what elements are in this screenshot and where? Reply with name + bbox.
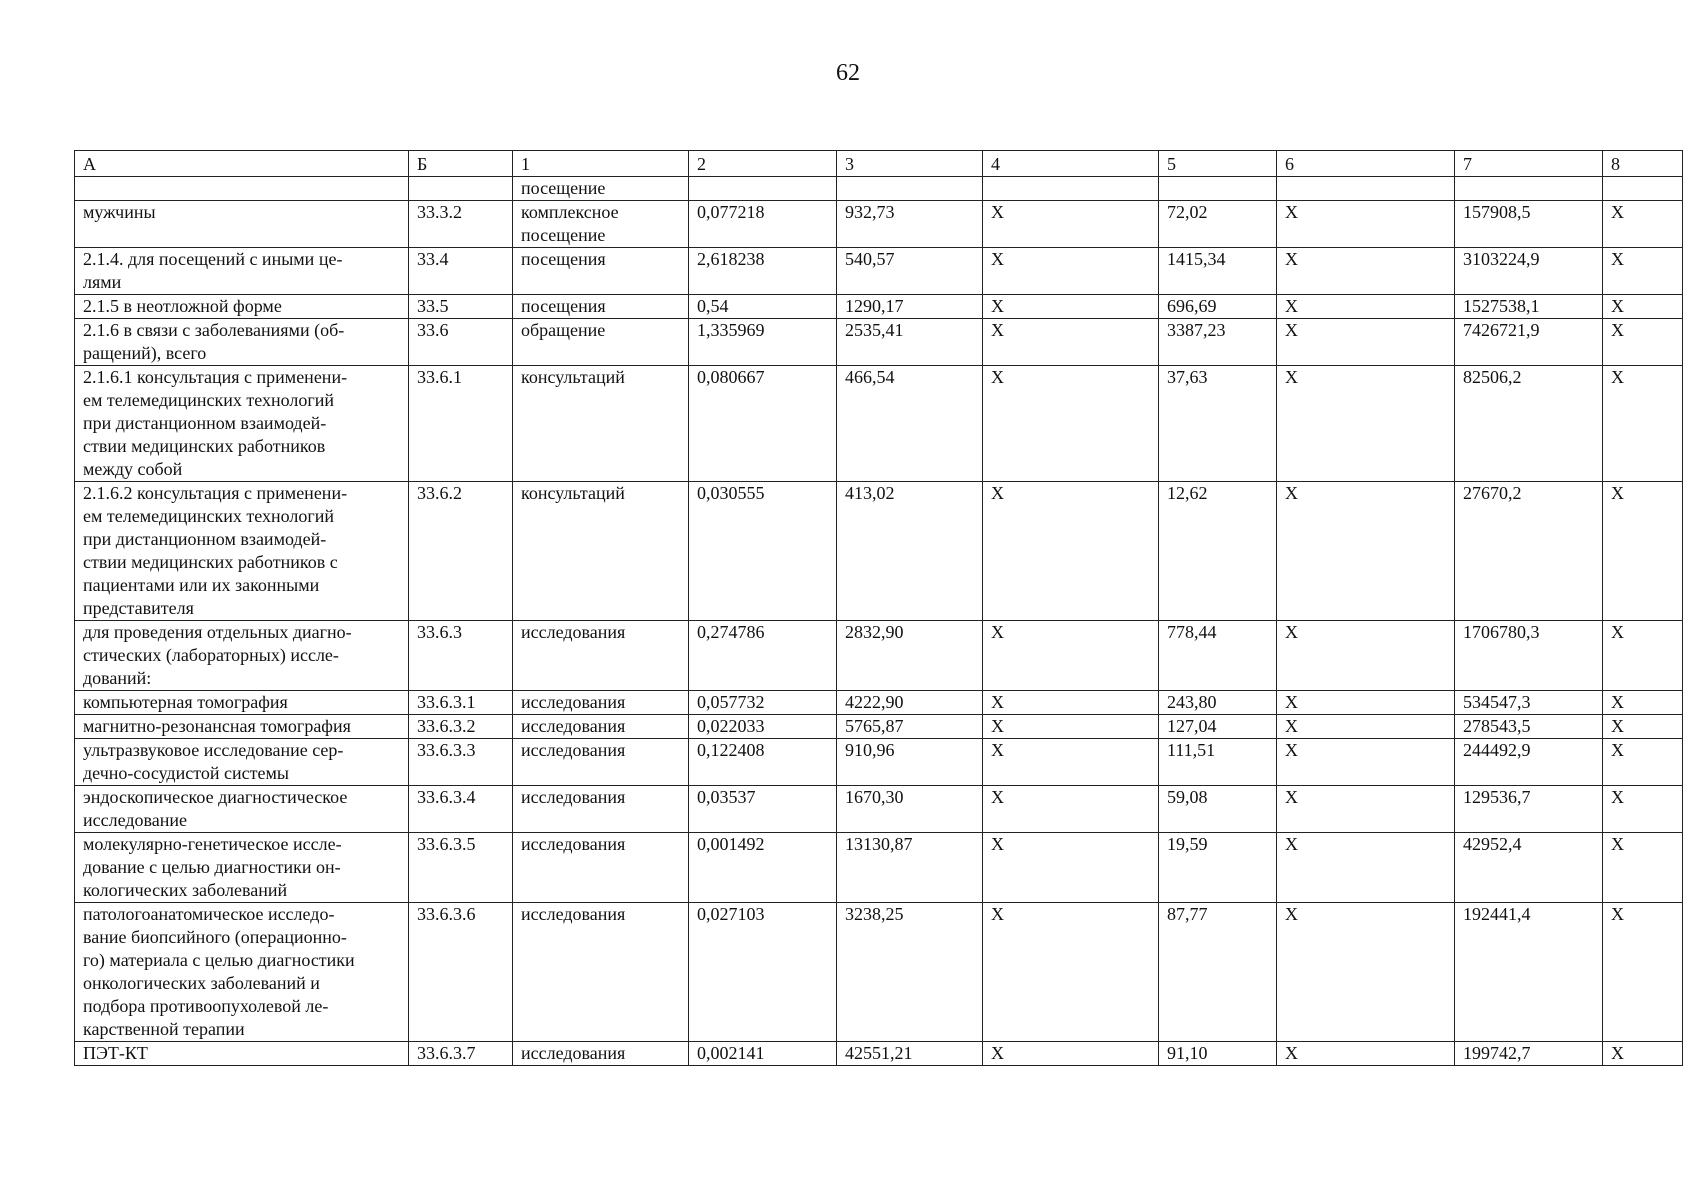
cell-total: 244492,9 — [1455, 739, 1603, 786]
cell-cost: 932,73 — [837, 201, 983, 248]
cell-code: 33.6.2 — [409, 482, 513, 621]
cell-volume: 1,335969 — [689, 319, 837, 366]
header-cell-col8: 8 — [1603, 151, 1683, 177]
cell-per-capita: 243,80 — [1159, 691, 1277, 715]
cell-unit: исследования — [513, 621, 689, 691]
header-cell-total: 7 — [1455, 151, 1603, 177]
cell-unit: обращение — [513, 319, 689, 366]
cell-total — [1455, 177, 1603, 201]
cell-cost: 2535,41 — [837, 319, 983, 366]
cell-col6: X — [1277, 295, 1455, 319]
cell-code: 33.4 — [409, 248, 513, 295]
cell-unit: исследования — [513, 833, 689, 903]
cell-per-capita: 91,10 — [1159, 1042, 1277, 1066]
cell-volume: 0,080667 — [689, 366, 837, 482]
cell-col8: X — [1603, 786, 1683, 833]
cell-col4: X — [983, 482, 1159, 621]
table-row — [75, 621, 1683, 691]
cell-col8: X — [1603, 739, 1683, 786]
cell-cost: 540,57 — [837, 248, 983, 295]
cell-unit: исследования — [513, 1042, 689, 1066]
cell-col6: X — [1277, 833, 1455, 903]
table-row — [75, 1042, 1683, 1066]
cell-volume: 0,057732 — [689, 691, 837, 715]
table-row — [75, 295, 1683, 319]
cell-name — [75, 177, 409, 201]
cell-volume: 0,001492 — [689, 833, 837, 903]
cell-code: 33.6 — [409, 319, 513, 366]
table-row — [75, 319, 1683, 366]
cell-col4: X — [983, 715, 1159, 739]
cell-code: 33.3.2 — [409, 201, 513, 248]
cell-code: 33.6.3.1 — [409, 691, 513, 715]
cell-unit: посещения — [513, 248, 689, 295]
cell-col6: X — [1277, 248, 1455, 295]
cell-cost: 1290,17 — [837, 295, 983, 319]
cell-total: 534547,3 — [1455, 691, 1603, 715]
cell-col4: X — [983, 903, 1159, 1042]
cell-unit: исследования — [513, 786, 689, 833]
cell-col4: X — [983, 786, 1159, 833]
cell-total: 199742,7 — [1455, 1042, 1603, 1066]
cell-col6: X — [1277, 366, 1455, 482]
cell-col6: X — [1277, 691, 1455, 715]
header-cell-col4: 4 — [983, 151, 1159, 177]
cell-col4: X — [983, 691, 1159, 715]
cell-col6: X — [1277, 739, 1455, 786]
cell-volume: 0,274786 — [689, 621, 837, 691]
cell-volume: 0,077218 — [689, 201, 837, 248]
table-row — [75, 177, 1683, 201]
cell-name: мужчины — [75, 201, 409, 248]
header-cell-cost: 3 — [837, 151, 983, 177]
cell-cost: 4222,90 — [837, 691, 983, 715]
cell-cost: 910,96 — [837, 739, 983, 786]
cell-col6 — [1277, 177, 1455, 201]
cell-cost — [837, 177, 983, 201]
cell-name: 2.1.6 в связи с заболеваниями (об- ращений), всего — [75, 319, 409, 366]
cell-col4: X — [983, 201, 1159, 248]
table-row — [75, 715, 1683, 739]
cell-col8: X — [1603, 715, 1683, 739]
cell-col4: X — [983, 833, 1159, 903]
cell-code: 33.5 — [409, 295, 513, 319]
cell-total: 27670,2 — [1455, 482, 1603, 621]
cell-volume: 0,002141 — [689, 1042, 837, 1066]
page-number: 62 — [836, 60, 860, 86]
cell-col4: X — [983, 295, 1159, 319]
cell-total: 82506,2 — [1455, 366, 1603, 482]
cell-col4 — [983, 177, 1159, 201]
cell-name: молекулярно-генетическое иссле- дование с целью диагностики он- кологических заболеваний — [75, 833, 409, 903]
cell-col4: X — [983, 248, 1159, 295]
cell-cost: 13130,87 — [837, 833, 983, 903]
cell-col4: X — [983, 366, 1159, 482]
cell-name: для проведения отдельных диагно- стических (лабораторных) иссле- дований: — [75, 621, 409, 691]
cell-unit: исследования — [513, 715, 689, 739]
cell-name: компьютерная томография — [75, 691, 409, 715]
table-header-row — [75, 151, 1683, 177]
cell-col8: X — [1603, 319, 1683, 366]
cell-per-capita: 111,51 — [1159, 739, 1277, 786]
cell-per-capita: 696,69 — [1159, 295, 1277, 319]
cell-col8: X — [1603, 621, 1683, 691]
cell-cost: 3238,25 — [837, 903, 983, 1042]
cell-volume: 0,022033 — [689, 715, 837, 739]
cell-col8: X — [1603, 366, 1683, 482]
cell-cost: 413,02 — [837, 482, 983, 621]
cell-total: 278543,5 — [1455, 715, 1603, 739]
cell-col8: X — [1603, 482, 1683, 621]
header-cell-code: Б — [409, 151, 513, 177]
cell-col6: X — [1277, 319, 1455, 366]
cell-col8: X — [1603, 833, 1683, 903]
cell-code: 33.6.3.3 — [409, 739, 513, 786]
cell-per-capita: 778,44 — [1159, 621, 1277, 691]
cell-col8: X — [1603, 1042, 1683, 1066]
cell-col4: X — [983, 319, 1159, 366]
cell-volume: 0,027103 — [689, 903, 837, 1042]
cell-unit: исследования — [513, 739, 689, 786]
table-row — [75, 786, 1683, 833]
cell-cost: 5765,87 — [837, 715, 983, 739]
cell-unit: посещение — [513, 177, 689, 201]
cell-col6: X — [1277, 1042, 1455, 1066]
cell-code: 33.6.3.2 — [409, 715, 513, 739]
cell-name: 2.1.6.2 консультация с применени- ем телемедицинских технологий при дистанционном взаимодей- ствии медицинских работников с пациентами или их законными представителя — [75, 482, 409, 621]
cell-name: 2.1.4. для посещений с иными це- лями — [75, 248, 409, 295]
cell-total: 192441,4 — [1455, 903, 1603, 1042]
cell-code: 33.6.3.7 — [409, 1042, 513, 1066]
table-row — [75, 248, 1683, 295]
cell-unit: исследования — [513, 903, 689, 1042]
cell-col8: X — [1603, 691, 1683, 715]
cell-unit: консультаций — [513, 366, 689, 482]
cell-per-capita: 12,62 — [1159, 482, 1277, 621]
cell-per-capita: 72,02 — [1159, 201, 1277, 248]
cell-code: 33.6.3.5 — [409, 833, 513, 903]
cell-cost: 466,54 — [837, 366, 983, 482]
cell-name: магнитно-резонансная томография — [75, 715, 409, 739]
cell-unit: посещения — [513, 295, 689, 319]
cell-col6: X — [1277, 201, 1455, 248]
cell-code: 33.6.3.4 — [409, 786, 513, 833]
cell-volume: 0,54 — [689, 295, 837, 319]
cell-unit: комплексное посещение — [513, 201, 689, 248]
cell-name: 2.1.5 в неотложной форме — [75, 295, 409, 319]
table-row — [75, 366, 1683, 482]
header-cell-volume: 2 — [689, 151, 837, 177]
cell-total: 42952,4 — [1455, 833, 1603, 903]
table-row — [75, 903, 1683, 1042]
header-cell-col6: 6 — [1277, 151, 1455, 177]
table-row — [75, 482, 1683, 621]
cell-code — [409, 177, 513, 201]
table-row — [75, 739, 1683, 786]
cell-total: 3103224,9 — [1455, 248, 1603, 295]
cell-name: эндоскопическое диагностическое исследование — [75, 786, 409, 833]
cell-col8: X — [1603, 248, 1683, 295]
cell-volume: 0,03537 — [689, 786, 837, 833]
cell-volume: 2,618238 — [689, 248, 837, 295]
table-row — [75, 833, 1683, 903]
cell-cost: 1670,30 — [837, 786, 983, 833]
cell-name: ПЭТ-КТ — [75, 1042, 409, 1066]
cell-per-capita: 37,63 — [1159, 366, 1277, 482]
header-cell-name: А — [75, 151, 409, 177]
cell-col8: X — [1603, 903, 1683, 1042]
cell-total: 7426721,9 — [1455, 319, 1603, 366]
cell-col6: X — [1277, 903, 1455, 1042]
cell-col4: X — [983, 621, 1159, 691]
cell-volume: 0,030555 — [689, 482, 837, 621]
cell-cost: 2832,90 — [837, 621, 983, 691]
cell-name: 2.1.6.1 консультация с применени- ем телемедицинских технологий при дистанционном взаимодей- ствии медицинских работников между собой — [75, 366, 409, 482]
table-body — [75, 151, 1683, 1066]
cell-per-capita: 3387,23 — [1159, 319, 1277, 366]
cell-code: 33.6.3 — [409, 621, 513, 691]
cell-col6: X — [1277, 621, 1455, 691]
cell-name: патологоанатомическое исследо- вание биопсийного (операционно- го) материала с целью диагностики онкологических заболеваний и подбора противоопухолевой ле- карственной терапии — [75, 903, 409, 1042]
header-cell-unit: 1 — [513, 151, 689, 177]
cell-unit: исследования — [513, 691, 689, 715]
cell-total: 157908,5 — [1455, 201, 1603, 248]
cell-code: 33.6.3.6 — [409, 903, 513, 1042]
cell-per-capita — [1159, 177, 1277, 201]
cell-unit: консультаций — [513, 482, 689, 621]
cell-total: 1706780,3 — [1455, 621, 1603, 691]
cell-col6: X — [1277, 715, 1455, 739]
cell-cost: 42551,21 — [837, 1042, 983, 1066]
cell-per-capita: 59,08 — [1159, 786, 1277, 833]
cell-total: 129536,7 — [1455, 786, 1603, 833]
cell-code: 33.6.1 — [409, 366, 513, 482]
cell-per-capita: 1415,34 — [1159, 248, 1277, 295]
table-row — [75, 201, 1683, 248]
cell-col6: X — [1277, 786, 1455, 833]
cell-volume: 0,122408 — [689, 739, 837, 786]
cell-col8: X — [1603, 295, 1683, 319]
cell-volume — [689, 177, 837, 201]
cell-col8: X — [1603, 201, 1683, 248]
cell-total: 1527538,1 — [1455, 295, 1603, 319]
cell-per-capita: 127,04 — [1159, 715, 1277, 739]
cell-col6: X — [1277, 482, 1455, 621]
cell-col4: X — [983, 739, 1159, 786]
cell-col4: X — [983, 1042, 1159, 1066]
table-row — [75, 691, 1683, 715]
cell-per-capita: 19,59 — [1159, 833, 1277, 903]
cell-per-capita: 87,77 — [1159, 903, 1277, 1042]
cell-col8 — [1603, 177, 1683, 201]
data-table — [74, 150, 1683, 1066]
header-cell-per-capita: 5 — [1159, 151, 1277, 177]
cell-name: ультразвуковое исследование сер- дечно-сосудистой системы — [75, 739, 409, 786]
